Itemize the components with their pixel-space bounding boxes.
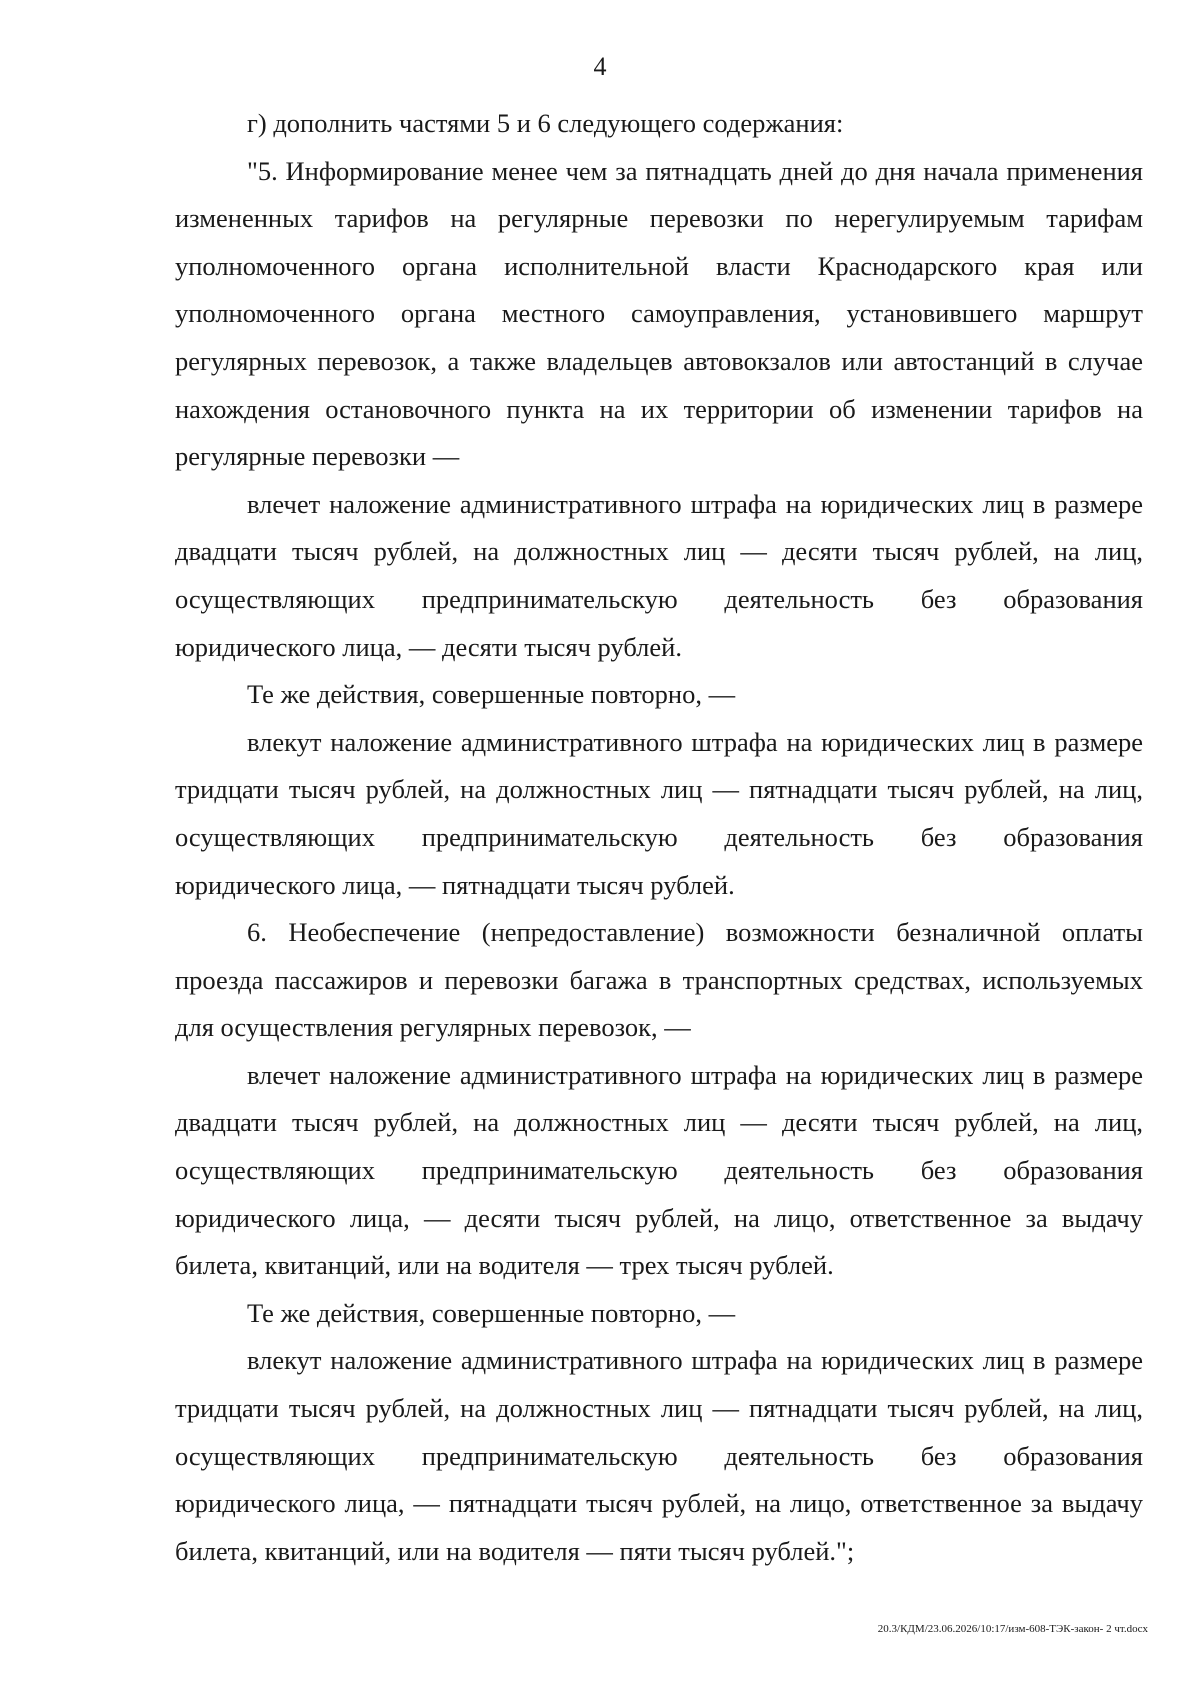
- paragraph-part-5-repeat: Те же действия, совершенные повторно, —: [247, 679, 736, 710]
- paragraph-part-6: 6. Необеспечение (непредоставление) возможности безналичной оплаты проезда пассажиров и перевозки багажа в транспортных средствах, используемых для осуществления регулярных перевозок, —: [175, 917, 1143, 1043]
- paragraph-part-5-penalty: влечет наложение административного штрафа на юридических лиц в размере двадцати тысяч рублей, на должностных лиц — десяти тысяч рублей, на лиц, осуществляющих предпринимательскую деятельность без образования юридического лица, — десяти тысяч рублей.: [175, 488, 1143, 662]
- footer-file-reference: 20.3/КДМ/23.06.2026/10:17/изм-608-ТЭК-закон- 2 чт.docx: [877, 1623, 1148, 1635]
- paragraph-part-6-repeat: Те же действия, совершенные повторно, —: [247, 1297, 736, 1328]
- document-body: [175, 100, 1143, 1575]
- paragraph-part-6-penalty: влечет наложение административного штрафа на юридических лиц в размере двадцати тысяч рублей, на должностных лиц — десяти тысяч рублей, на лиц, осуществляющих предпринимательскую деятельность без образования юридического лица, — десяти тысяч рублей, на лицо, ответственное за выдачу билета, квитанций, или на водителя — трех тысяч рублей.: [175, 1059, 1143, 1281]
- paragraph-part-6-repeat-penalty: влекут наложение административного штрафа на юридических лиц в размере тридцати тысяч рублей, на должностных лиц — пятнадцати тысяч рублей, на лиц, осуществляющих предпринимательскую деятельность без образования юридического лица, — пятнадцати тысяч рублей, на лицо, ответственное за выдачу билета, квитанций, или на водителя — пяти тысяч рублей.";: [175, 1345, 1143, 1566]
- paragraph-part-5: "5. Информирование менее чем за пятнадцать дней до дня начала применения измененных тарифов на регулярные перевозки по нерегулируемым тарифам уполномоченного органа исполнительной власти Краснодарского края или уполномоченного органа местного самоуправления, установившего маршрут регулярных перевозок, а также владельцев автовокзалов или автостанций в случае нахождения остановочного пункта на их территории об изменении тарифов на регулярные перевозки —: [175, 155, 1143, 472]
- paragraph-intro: г) дополнить частями 5 и 6 следующего содержания:: [247, 108, 844, 138]
- page-number: 4: [593, 52, 607, 81]
- paragraph-part-5-repeat-penalty: влекут наложение административного штрафа на юридических лиц в размере тридцати тысяч рублей, на должностных лиц — пятнадцати тысяч рублей, на лиц, осуществляющих предпринимательскую деятельность без образования юридического лица, — пятнадцати тысяч рублей.: [175, 726, 1143, 900]
